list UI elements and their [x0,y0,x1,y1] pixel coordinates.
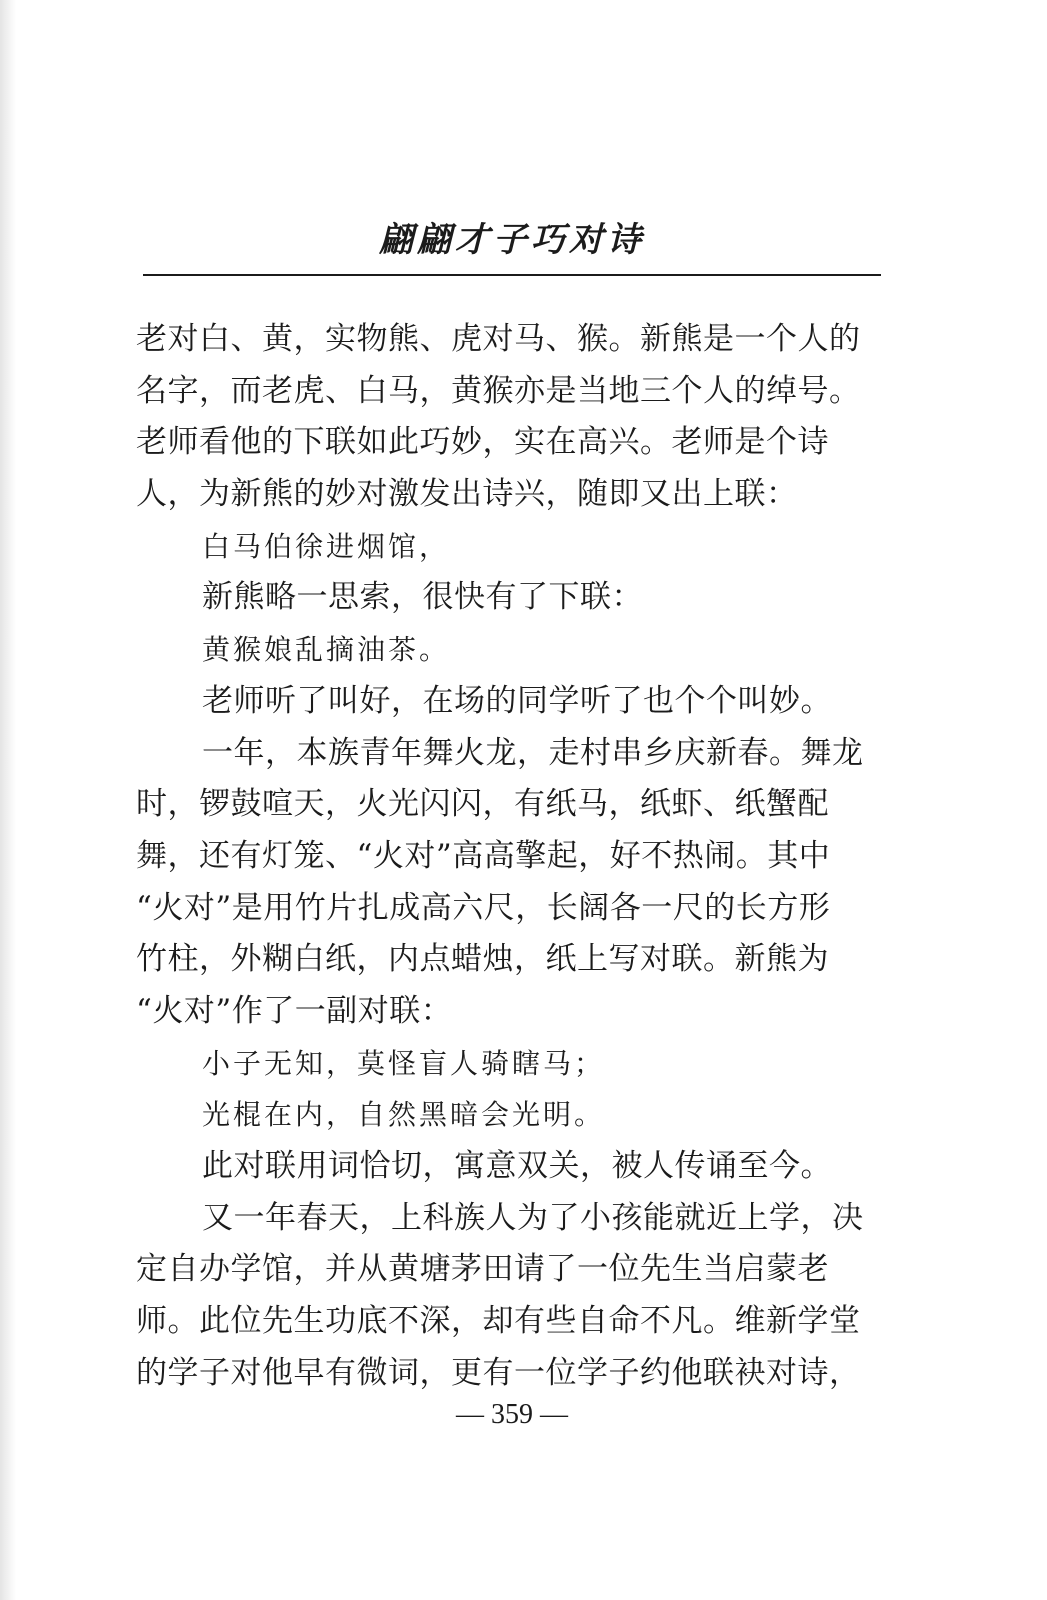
body-text [136,314,881,1399]
couplet-line: 光棍在内，自然黑暗会光明。 [202,1098,606,1132]
text-line: 定自办学馆，并从黄塘茅田请了一位先生当启蒙老 [136,1251,829,1288]
text-line: 老对白、黄，实物熊、虎对马、猴。新熊是一个人的 [136,321,861,357]
couplet-line: 白马伯徐进烟馆， [202,529,451,563]
text-line: 此对联用词恰切，寓意双关，被人传诵至今。 [202,1148,832,1184]
running-header [143,212,881,272]
text-line: 师。此位先生功底不深，却有些自命不凡。维新学堂 [136,1303,861,1340]
text-line: 老师看他的下联如此巧妙，实在高兴。老师是个诗 [136,424,829,461]
page-edge-shadow [0,0,16,1600]
text-line: 又一年春天，上科族人为了小孩能就近上学，决 [202,1199,864,1236]
page-number: — 359 — [456,1399,568,1430]
text-line: 舞，还有灯笼、“火对”高高擎起，好不热闹。其中 [136,837,831,874]
header-rule [143,274,881,276]
text-line: 的学子对他早有微词，更有一位学子约他联袂对诗， [136,1354,861,1391]
text-line: “火对”是用竹片扎成高六尺，长阔各一尺的长方形 [136,889,831,926]
text-line: 人，为新熊的妙对激发出诗兴，随即又出上联： [136,476,798,513]
text-line: 一年，本族青年舞火龙，走村串乡庆新春。舞龙 [202,734,864,771]
text-line: 时，锣鼓喧天，火光闪闪，有纸马，纸虾、纸蟹配 [136,786,829,823]
text-line: 老师听了叫好，在场的同学听了也个个叫妙。 [202,682,832,719]
header-title: 翩翩才子巧对诗 [379,220,645,260]
text-line: “火对”作了一副对联： [136,992,453,1029]
text-line: 竹柱，外糊白纸，内点蜡烛，纸上写对联。新熊为 [136,941,829,978]
text-line: 新熊略一思索，很快有了下联： [202,579,643,616]
text-line: 名字，而老虎、白马，黄猴亦是当地三个人的绰号。 [136,372,861,409]
couplet-line: 黄猴娘乱摘油茶。 [202,633,451,667]
couplet-line: 小子无知，莫怪盲人骑瞎马； [202,1046,606,1080]
